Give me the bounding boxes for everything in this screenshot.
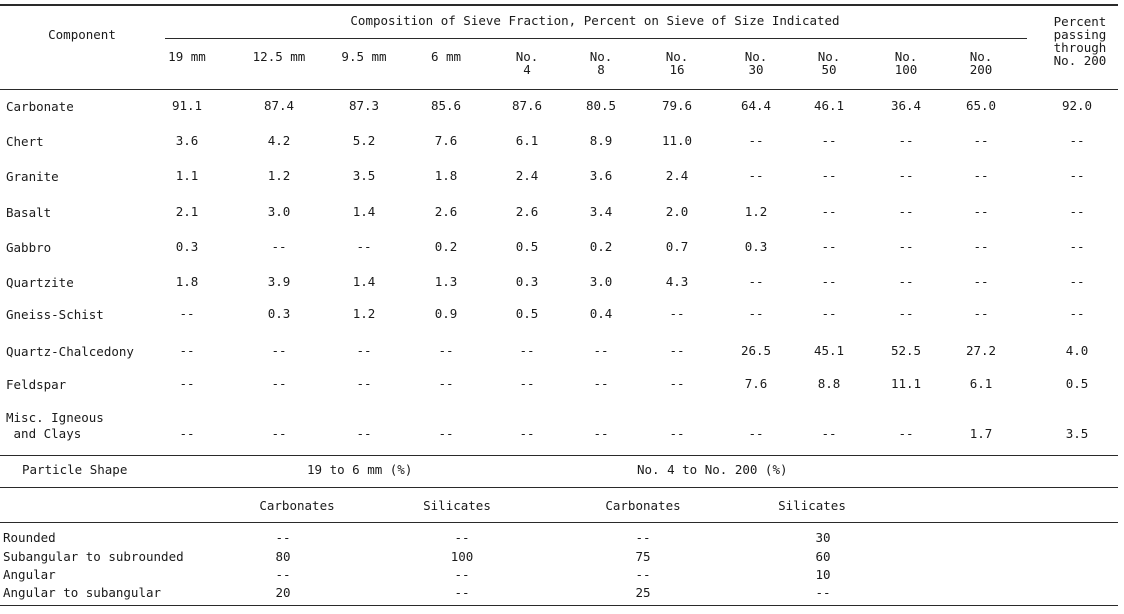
- table-cell: --: [669, 343, 685, 358]
- shape-cell: 25: [635, 585, 651, 600]
- shape-row-label: Angular: [3, 567, 56, 582]
- percent-passing-header: Percent passing through No. 200: [1053, 14, 1107, 68]
- table-cell: --: [898, 426, 914, 441]
- table-cell: 0.9: [434, 306, 458, 321]
- table-cell: --: [821, 133, 837, 148]
- row-label: Feldspar: [6, 377, 67, 392]
- table-cell: 4.0: [1065, 343, 1089, 358]
- table-cell: --: [593, 376, 609, 391]
- table-cell: --: [438, 343, 454, 358]
- table-cell: 2.4: [665, 168, 689, 183]
- table-cell: --: [821, 426, 837, 441]
- table-cell: --: [973, 306, 989, 321]
- row-label: Gabbro: [6, 240, 52, 255]
- column-header: No. 8: [589, 49, 613, 77]
- table-cell: 7.6: [744, 376, 768, 391]
- table-cell: 2.0: [665, 204, 689, 219]
- table-cell: 52.5: [890, 343, 922, 358]
- table-cell: 26.5: [740, 343, 772, 358]
- table-cell: --: [898, 204, 914, 219]
- row-label: Quartz-Chalcedony: [6, 344, 134, 359]
- table-cell: --: [1069, 274, 1085, 289]
- table-cell: --: [438, 376, 454, 391]
- table-cell: 1.4: [352, 274, 376, 289]
- table-cell: --: [821, 204, 837, 219]
- table-cell: 1.3: [434, 274, 458, 289]
- table-cell: --: [271, 426, 287, 441]
- component-header: Component: [48, 27, 116, 42]
- table-cell: 3.0: [589, 274, 613, 289]
- column-header: 6 mm: [430, 49, 462, 64]
- table-cell: --: [519, 343, 535, 358]
- table-cell: 1.4: [352, 204, 376, 219]
- column-header: 12.5 mm: [252, 49, 306, 64]
- table-cell: 87.3: [348, 98, 380, 113]
- table-cell: 0.7: [665, 239, 689, 254]
- shape-range-coarse: 19 to 6 mm (%): [307, 462, 413, 477]
- shape-rule-2: [0, 522, 1118, 523]
- table-cell: --: [669, 306, 685, 321]
- table-cell: --: [748, 168, 764, 183]
- column-header: 19 mm: [168, 49, 206, 64]
- table-cell: 0.2: [589, 239, 613, 254]
- table-cell: --: [669, 426, 685, 441]
- shape-subheader: Silicates: [778, 498, 846, 513]
- table-cell: --: [1069, 306, 1085, 321]
- table-cell: --: [593, 426, 609, 441]
- table-cell: 2.1: [175, 204, 199, 219]
- table-cell: --: [973, 274, 989, 289]
- table-cell: 3.5: [1065, 426, 1089, 441]
- shape-cell: --: [635, 530, 651, 545]
- table-cell: --: [973, 133, 989, 148]
- top-rule: [0, 4, 1118, 6]
- row-label: Misc. Igneous and Clays: [6, 410, 104, 441]
- table-cell: --: [748, 274, 764, 289]
- table-cell: 0.3: [267, 306, 291, 321]
- shape-range-fine: No. 4 to No. 200 (%): [637, 462, 788, 477]
- table-end-rule: [0, 455, 1118, 456]
- table-cell: 3.4: [589, 204, 613, 219]
- table-cell: 65.0: [965, 98, 997, 113]
- shape-cell: --: [454, 567, 470, 582]
- table-cell: 3.6: [175, 133, 199, 148]
- shape-subheader: Carbonates: [605, 498, 681, 513]
- table-cell: --: [973, 204, 989, 219]
- shape-cell: 10: [815, 567, 831, 582]
- table-cell: 7.6: [434, 133, 458, 148]
- table-cell: 3.9: [267, 274, 291, 289]
- row-label: Gneiss-Schist: [6, 307, 104, 322]
- table-cell: --: [748, 133, 764, 148]
- table-cell: --: [898, 239, 914, 254]
- table-cell: --: [271, 239, 287, 254]
- shape-row-label: Rounded: [3, 530, 56, 545]
- shape-cell: --: [454, 530, 470, 545]
- shape-rule-1: [0, 487, 1118, 488]
- table-cell: --: [973, 168, 989, 183]
- table-cell: --: [179, 343, 195, 358]
- table-cell: 11.0: [661, 133, 693, 148]
- table-cell: 0.3: [744, 239, 768, 254]
- table-cell: 1.8: [434, 168, 458, 183]
- table-cell: --: [438, 426, 454, 441]
- table-cell: 92.0: [1061, 98, 1093, 113]
- table-cell: --: [519, 376, 535, 391]
- table-cell: 0.4: [589, 306, 613, 321]
- table-cell: 3.6: [589, 168, 613, 183]
- table-cell: 1.7: [969, 426, 993, 441]
- table-cell: 1.8: [175, 274, 199, 289]
- table-cell: --: [593, 343, 609, 358]
- shape-cell: 75: [635, 549, 651, 564]
- table-cell: 1.1: [175, 168, 199, 183]
- table-cell: 80.5: [585, 98, 617, 113]
- table-cell: --: [356, 426, 372, 441]
- table-cell: 4.3: [665, 274, 689, 289]
- shape-subheader: Carbonates: [259, 498, 335, 513]
- table-cell: 1.2: [352, 306, 376, 321]
- table-cell: 2.4: [515, 168, 539, 183]
- table-cell: 4.2: [267, 133, 291, 148]
- table-cell: --: [1069, 239, 1085, 254]
- table-cell: 0.3: [175, 239, 199, 254]
- group-underline: [165, 38, 1027, 39]
- column-header: No. 16: [665, 49, 689, 77]
- table-cell: 1.2: [267, 168, 291, 183]
- table-cell: --: [356, 343, 372, 358]
- table-cell: 8.8: [817, 376, 841, 391]
- bottom-rule: [0, 605, 1118, 606]
- table-cell: --: [748, 306, 764, 321]
- table-cell: --: [898, 306, 914, 321]
- table-cell: 8.9: [589, 133, 613, 148]
- table-cell: 11.1: [890, 376, 922, 391]
- table-cell: --: [179, 306, 195, 321]
- table-cell: --: [898, 133, 914, 148]
- table-cell: 87.4: [263, 98, 295, 113]
- shape-cell: --: [635, 567, 651, 582]
- column-header: No. 30: [744, 49, 768, 77]
- table-cell: 0.5: [515, 239, 539, 254]
- table-cell: 91.1: [171, 98, 203, 113]
- table-cell: 85.6: [430, 98, 462, 113]
- shape-cell: 30: [815, 530, 831, 545]
- table-cell: 0.5: [515, 306, 539, 321]
- table-cell: 87.6: [511, 98, 543, 113]
- shape-row-label: Angular to subangular: [3, 585, 162, 600]
- table-cell: --: [821, 306, 837, 321]
- table-cell: 45.1: [813, 343, 845, 358]
- table-cell: --: [821, 239, 837, 254]
- shape-row-label: Subangular to subrounded: [3, 549, 184, 564]
- shape-cell: --: [454, 585, 470, 600]
- table-cell: --: [821, 274, 837, 289]
- table-cell: --: [519, 426, 535, 441]
- table-cell: 64.4: [740, 98, 772, 113]
- table-cell: --: [356, 239, 372, 254]
- table-cell: --: [179, 426, 195, 441]
- table-cell: 3.5: [352, 168, 376, 183]
- column-header: No. 4: [515, 49, 539, 77]
- table-cell: 0.3: [515, 274, 539, 289]
- table-cell: 5.2: [352, 133, 376, 148]
- table-cell: --: [973, 239, 989, 254]
- group-header: Composition of Sieve Fraction, Percent on Sieve of Size Indicated: [350, 13, 840, 28]
- table-cell: --: [669, 376, 685, 391]
- shape-cell: --: [275, 530, 291, 545]
- table-cell: 3.0: [267, 204, 291, 219]
- table-cell: 46.1: [813, 98, 845, 113]
- table-cell: 6.1: [969, 376, 993, 391]
- table-cell: 79.6: [661, 98, 693, 113]
- table-cell: --: [271, 343, 287, 358]
- shape-cell: --: [275, 567, 291, 582]
- table-cell: --: [1069, 133, 1085, 148]
- table-cell: 27.2: [965, 343, 997, 358]
- table-cell: 2.6: [434, 204, 458, 219]
- row-label: Carbonate: [6, 99, 74, 114]
- row-label: Quartzite: [6, 275, 74, 290]
- column-header: 9.5 mm: [341, 49, 387, 64]
- shape-cell: 20: [275, 585, 291, 600]
- row-label: Granite: [6, 169, 59, 184]
- table-cell: --: [748, 426, 764, 441]
- shape-cell: 80: [275, 549, 291, 564]
- particle-shape-title: Particle Shape: [22, 462, 128, 477]
- row-label: Basalt: [6, 205, 52, 220]
- column-header: No. 200: [969, 49, 993, 77]
- table-cell: --: [898, 274, 914, 289]
- header-rule: [0, 89, 1118, 90]
- shape-cell: 100: [450, 549, 474, 564]
- column-header: No. 100: [894, 49, 918, 77]
- shape-cell: --: [815, 585, 831, 600]
- column-header: No. 50: [817, 49, 841, 77]
- shape-cell: 60: [815, 549, 831, 564]
- table-cell: --: [356, 376, 372, 391]
- table-cell: 0.5: [1065, 376, 1089, 391]
- table-cell: 1.2: [744, 204, 768, 219]
- table-cell: --: [271, 376, 287, 391]
- table-cell: --: [821, 168, 837, 183]
- table-cell: --: [1069, 204, 1085, 219]
- row-label: Chert: [6, 134, 44, 149]
- table-cell: --: [1069, 168, 1085, 183]
- shape-subheader: Silicates: [423, 498, 491, 513]
- table-cell: 6.1: [515, 133, 539, 148]
- table-cell: 36.4: [890, 98, 922, 113]
- table-cell: --: [898, 168, 914, 183]
- table-cell: 2.6: [515, 204, 539, 219]
- table-cell: 0.2: [434, 239, 458, 254]
- table-cell: --: [179, 376, 195, 391]
